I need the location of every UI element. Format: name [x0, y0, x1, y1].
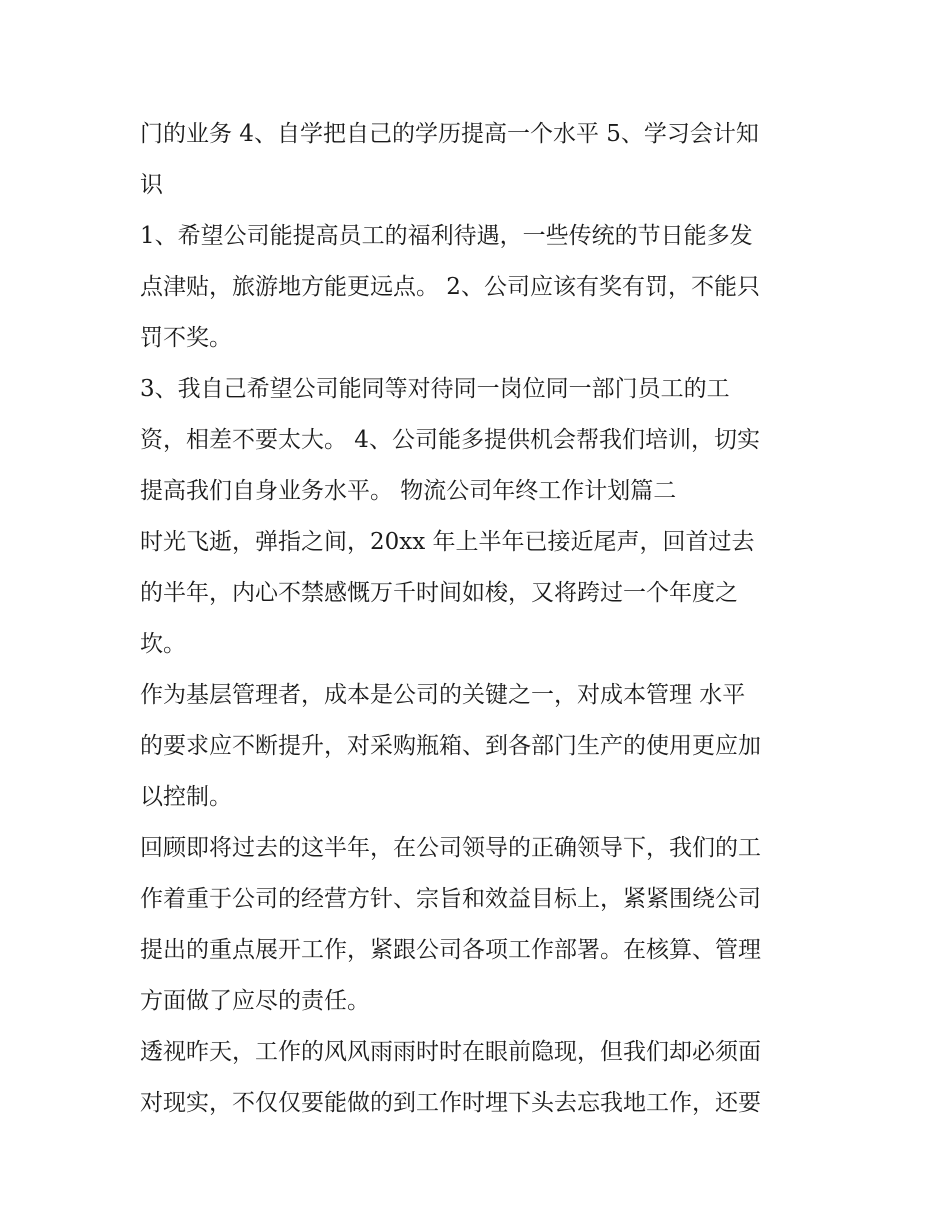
text-line: 罚不奖。 [140, 325, 232, 351]
text-line: 3、我自己希望公司能同等对待同一岗位同一部门员工的工 [140, 376, 730, 402]
text-line: 1、希望公司能提高员工的福利待遇，一些传统的节日能多发 [140, 223, 753, 249]
text-line: 提出的重点展开工作，紧跟公司各项工作部署。在核算、管理 [140, 937, 761, 963]
text-line: 资，相差不要太大。 4、公司能多提供机会帮我们培训，切实 [140, 427, 760, 453]
text-line: 透视昨天，工作的风风雨雨时时在眼前隐现，但我们却必须面 [140, 1039, 761, 1065]
text-line: 作着重于公司的经营方针、宗旨和效益目标上，紧紧围绕公司 [140, 886, 761, 912]
text-line: 对现实，不仅仅要能做的到工作时埋下头去忘我地工作，还要 [140, 1090, 761, 1116]
text-line: 的半年，内心不禁感慨万千时间如梭，又将跨过一个年度之 [140, 580, 738, 606]
document-body [140, 109, 820, 1129]
text-line: 作为基层管理者，成本是公司的关键之一，对成本管理 水平 [140, 682, 746, 708]
text-line: 点津贴，旅游地方能更远点。 2、公司应该有奖有罚，不能只 [140, 274, 760, 300]
text-line: 方面做了应尽的责任。 [140, 988, 370, 1014]
text-line: 的要求应不断提升，对采购瓶箱、到各部门生产的使用更应加 [140, 733, 761, 759]
text-line: 提高我们自身业务水平。 物流公司年终工作计划篇二 [140, 478, 677, 504]
text-line: 坎。 [140, 631, 186, 657]
text-line: 识 [140, 172, 163, 198]
text-line: 时光飞逝，弹指之间，20xx 年上半年已接近尾声，回首过去 [140, 529, 755, 555]
text-line: 回顾即将过去的这半年，在公司领导的正确领导下，我们的工 [140, 835, 761, 861]
text-line: 以控制。 [140, 784, 232, 810]
text-line: 门的业务 4、自学把自己的学历提高一个水平 5、学习会计知 [140, 121, 759, 147]
